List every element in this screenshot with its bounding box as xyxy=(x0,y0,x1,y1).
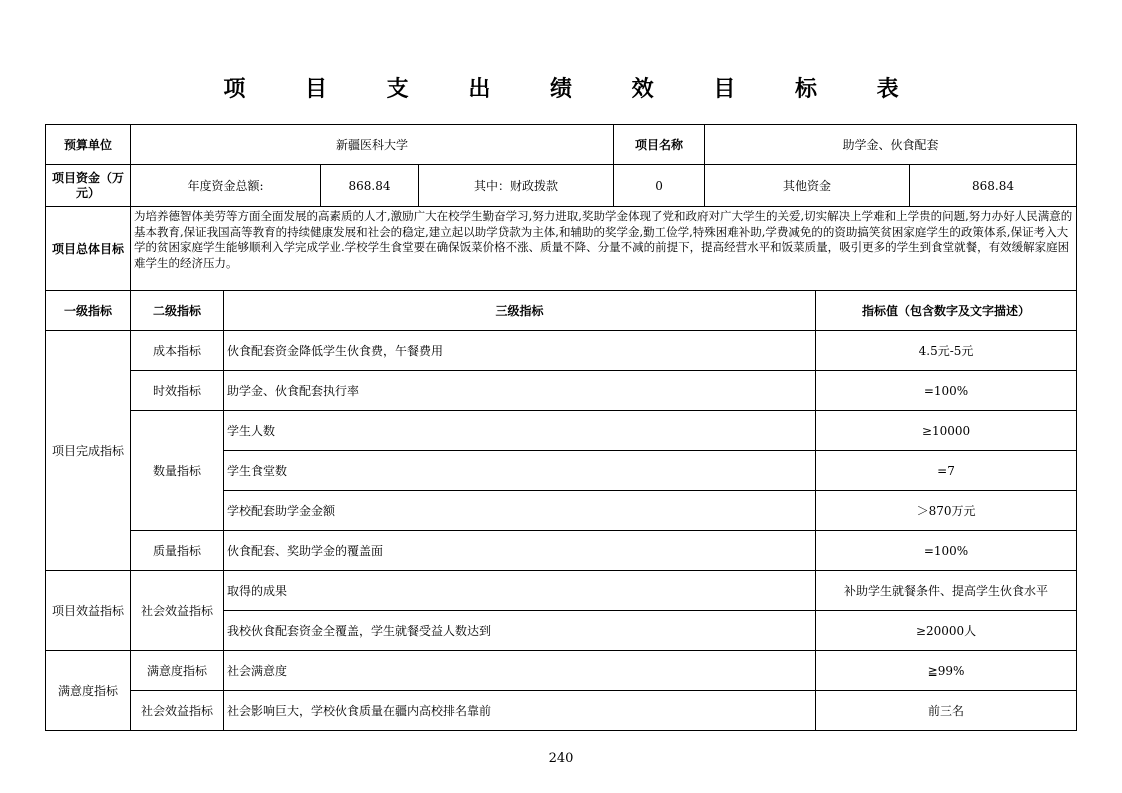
level2-cell: 成本指标 xyxy=(131,331,224,371)
indicator-cell: 学生人数 xyxy=(224,411,816,451)
indicator-cell: 社会满意度 xyxy=(224,651,816,691)
budget-unit-label: 预算单位 xyxy=(46,125,131,165)
value-cell: 前三名 xyxy=(816,691,1077,731)
goal-row xyxy=(46,207,1077,291)
value-cell: =7 xyxy=(816,451,1077,491)
value-cell: =100% xyxy=(816,371,1077,411)
table-row xyxy=(46,371,1077,411)
overall-goal-label: 项目总体目标 xyxy=(46,207,131,291)
col-value-header: 指标值（包含数字及文字描述） xyxy=(816,291,1077,331)
table-row xyxy=(46,691,1077,731)
indicator-cell: 伙食配套、奖助学金的覆盖面 xyxy=(224,531,816,571)
indicator-cell: 我校伙食配套资金全覆盖，学生就餐受益人数达到 xyxy=(224,611,816,651)
value-cell: ≥10000 xyxy=(816,411,1077,451)
value-cell: 补助学生就餐条件、提高学生伙食水平 xyxy=(816,571,1077,611)
indicator-cell: 学生食堂数 xyxy=(224,451,816,491)
indicator-cell: 学校配套助学金金额 xyxy=(224,491,816,531)
performance-target-table xyxy=(45,124,1077,731)
indicator-cell: 助学金、伙食配套执行率 xyxy=(224,371,816,411)
col-level2-header: 二级指标 xyxy=(131,291,224,331)
budget-unit-value: 新疆医科大学 xyxy=(131,125,614,165)
value-cell: ＞870万元 xyxy=(816,491,1077,531)
indicator-cell: 伙食配套资金降低学生伙食费，午餐费用 xyxy=(224,331,816,371)
level2-cell: 社会效益指标 xyxy=(131,571,224,651)
value-cell: 4.5元-5元 xyxy=(816,331,1077,371)
project-name-value: 助学金、伙食配套 xyxy=(705,125,1077,165)
level1-cell: 项目效益指标 xyxy=(46,571,131,651)
col-level3-header: 三级指标 xyxy=(224,291,816,331)
project-name-label: 项目名称 xyxy=(614,125,705,165)
project-funds-label: 项目资金（万元） xyxy=(46,165,131,207)
funds-row xyxy=(46,165,1077,207)
value-cell: ≧99% xyxy=(816,651,1077,691)
table-row xyxy=(46,531,1077,571)
page-title: 项 目 支 出 绩 效 目 标 表 xyxy=(223,77,925,102)
level2-cell: 社会效益指标 xyxy=(131,691,224,731)
column-header-row xyxy=(46,291,1077,331)
level2-cell: 质量指标 xyxy=(131,531,224,571)
table-row xyxy=(46,331,1077,371)
level2-cell: 时效指标 xyxy=(131,371,224,411)
table-row xyxy=(46,571,1077,611)
level2-cell: 满意度指标 xyxy=(131,651,224,691)
header-row xyxy=(46,125,1077,165)
level1-cell: 满意度指标 xyxy=(46,651,131,731)
value-cell: ≥20000人 xyxy=(816,611,1077,651)
other-funds-label: 其他资金 xyxy=(705,165,910,207)
fiscal-appropriation-label: 其中：财政拨款 xyxy=(419,165,614,207)
col-level1-header: 一级指标 xyxy=(46,291,131,331)
indicator-cell: 取得的成果 xyxy=(224,571,816,611)
indicator-cell: 社会影响巨大，学校伙食质量在疆内高校排名靠前 xyxy=(224,691,816,731)
page-number: 240 xyxy=(548,751,574,766)
other-funds-value: 868.84 xyxy=(910,165,1077,207)
annual-total-label: 年度资金总额: xyxy=(131,165,321,207)
level1-cell: 项目完成指标 xyxy=(46,331,131,571)
table-row xyxy=(46,411,1077,451)
table-row xyxy=(46,651,1077,691)
fiscal-appropriation-value: 0 xyxy=(614,165,705,207)
level2-cell: 数量指标 xyxy=(131,411,224,531)
value-cell: =100% xyxy=(816,531,1077,571)
annual-total-value: 868.84 xyxy=(321,165,419,207)
overall-goal-text: 为培养德智体美劳等方面全面发展的高素质的人才,激励广大在校学生勤奋学习,努力进取,奖助学金体现了党和政府对广大学生的关爱,切实解决上学难和上学贵的问题,努力办好人民满意的基本教育,保证我国高等教育的持续健康发展和社会的稳定,建立起以助学贷款为主体,和辅助的奖学金,勤工俭学,特殊困难补助,学费减免的的资助搞笑贫困家庭学生的政策体系,保证考入大学的贫困家庭学生能够顺利入学完成学业.学校学生食堂要在确保饭菜价格不涨、质量不降、分量不减的前提下，提高经营水平和饭菜质量，吸引更多的学生到食堂就餐，有效缓解家庭困难学生的经济压力。 xyxy=(131,207,1077,291)
